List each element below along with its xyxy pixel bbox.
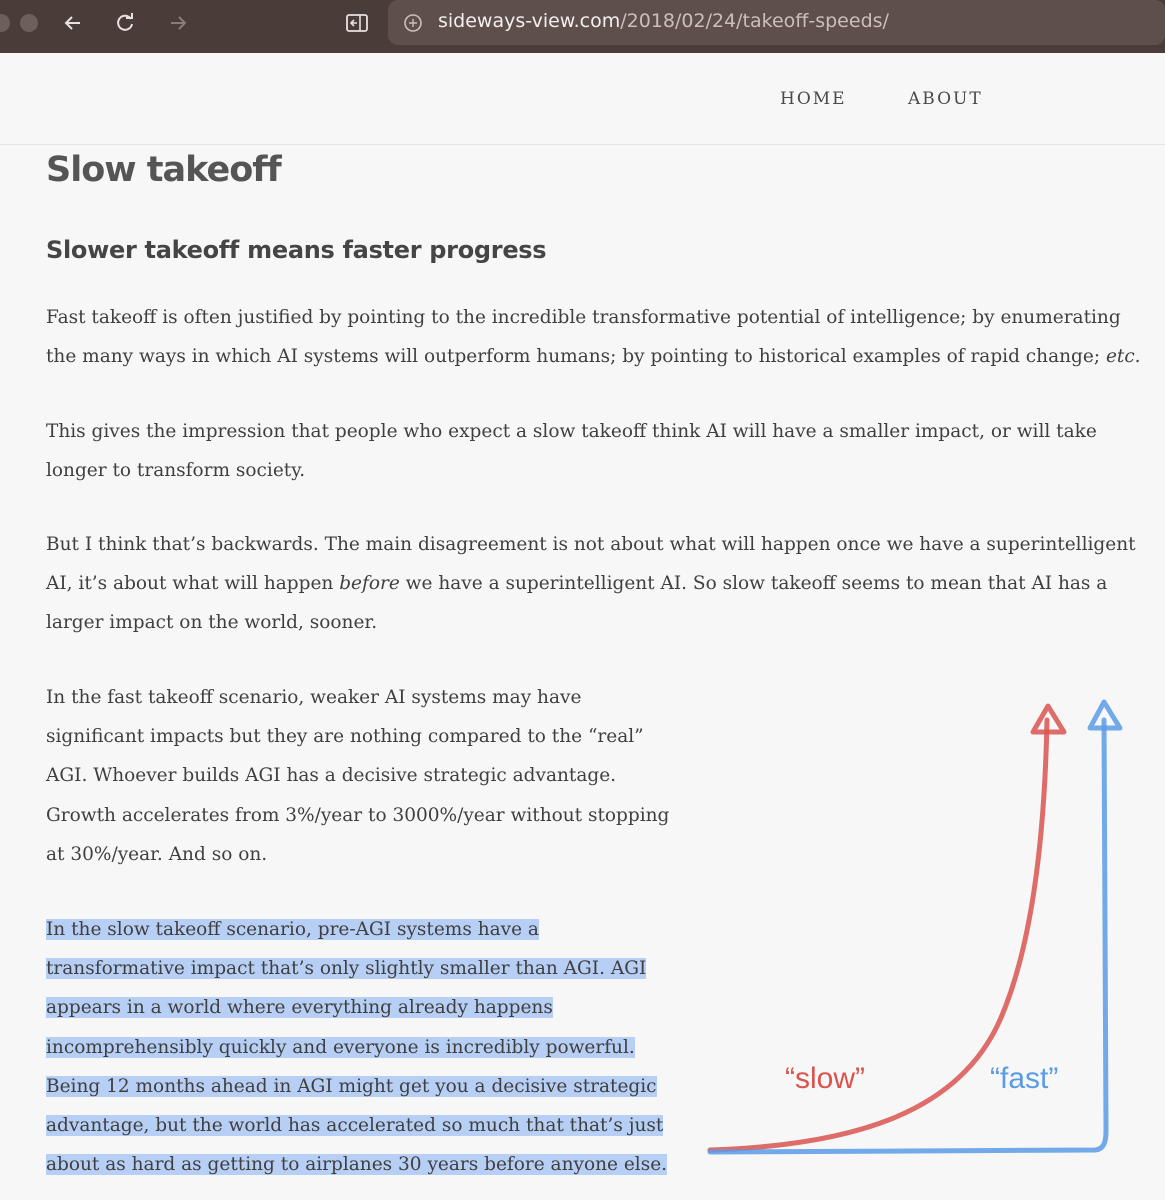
paragraph-line bbox=[46, 1145, 667, 1184]
paragraph-line bbox=[46, 988, 667, 1027]
paragraph-line: Growth accelerates from 3%/year to 3000%/year without stopping bbox=[46, 804, 670, 826]
takeoff-curves-figure bbox=[700, 690, 1140, 1170]
reader-view-button[interactable] bbox=[342, 9, 372, 37]
section-title: Slow takeoff bbox=[46, 150, 281, 190]
url-host: sideways-view.com bbox=[438, 10, 621, 32]
browser-toolbar bbox=[0, 0, 1165, 53]
paragraph-emphasis: etc. bbox=[1105, 346, 1141, 368]
paragraph-text: we have a superintelligent AI. So slow takeoff seems to mean that AI has a bbox=[399, 573, 1108, 595]
paragraph-line: AGI. Whoever builds AGI has a decisive strategic advantage. bbox=[46, 765, 617, 787]
url-text[interactable] bbox=[438, 10, 889, 32]
paragraph-line bbox=[46, 1028, 667, 1067]
paragraph-line: larger impact on the world, sooner. bbox=[46, 612, 378, 634]
paragraph-emphasis: before bbox=[339, 573, 400, 595]
paragraph-line: longer to transform society. bbox=[46, 460, 306, 482]
paragraph-line bbox=[46, 337, 1141, 376]
paragraph-2 bbox=[46, 412, 1097, 490]
window-control-dot[interactable] bbox=[0, 14, 10, 32]
address-bar[interactable] bbox=[388, 0, 1165, 45]
paragraph-line bbox=[46, 564, 1136, 603]
selected-text[interactable]: transformative impact that’s only slightly smaller than AGI. AGI bbox=[46, 958, 647, 980]
paragraph-line bbox=[46, 910, 667, 949]
site-header bbox=[0, 53, 1165, 145]
section-subtitle: Slower takeoff means faster progress bbox=[46, 236, 547, 264]
paragraph-line: significant impacts but they are nothing compared to the “real” bbox=[46, 726, 644, 748]
reload-button[interactable] bbox=[110, 9, 140, 37]
arrow-left-icon bbox=[62, 12, 84, 34]
site-info-icon[interactable] bbox=[402, 12, 424, 34]
paragraph-line bbox=[46, 949, 667, 988]
reload-icon bbox=[114, 12, 136, 34]
slow-label: “slow” bbox=[785, 1062, 865, 1095]
selected-text[interactable]: about as hard as getting to airplanes 30 years before anyone else. bbox=[46, 1154, 668, 1176]
selected-text[interactable]: appears in a world where everything already happens bbox=[46, 997, 553, 1019]
selected-text[interactable]: In the slow takeoff scenario, pre-AGI systems have a bbox=[46, 919, 539, 940]
paragraph-line bbox=[46, 1106, 667, 1145]
window-control-dot[interactable] bbox=[20, 14, 38, 32]
paragraph-text: AI, it’s about what will happen bbox=[46, 573, 340, 595]
paragraph-text: the many ways in which AI systems will outperform humans; by pointing to historical examples of rapid change; bbox=[46, 346, 1106, 368]
reader-view-icon bbox=[345, 12, 369, 34]
url-path: /2018/02/24/takeoff-speeds/ bbox=[620, 10, 889, 32]
paragraph-line: at 30%/year. And so on. bbox=[46, 843, 268, 865]
paragraph-1 bbox=[46, 298, 1141, 376]
back-button[interactable] bbox=[58, 9, 88, 37]
paragraph-line bbox=[46, 1067, 667, 1106]
arrow-right-icon bbox=[167, 12, 189, 34]
paragraph-line: In the fast takeoff scenario, weaker AI systems may have bbox=[46, 687, 582, 708]
paragraph-4 bbox=[46, 678, 669, 874]
selected-text[interactable]: advantage, but the world has accelerated so much that that’s just bbox=[46, 1115, 664, 1137]
paragraph-line: This gives the impression that people who expect a slow takeoff think AI will have a smaller impact, or will take bbox=[46, 421, 1097, 442]
paragraph-3 bbox=[46, 525, 1136, 643]
nav-about-link[interactable]: ABOUT bbox=[908, 89, 983, 109]
forward-button[interactable] bbox=[163, 9, 193, 37]
selected-text[interactable]: incomprehensibly quickly and everyone is incredibly powerful. bbox=[46, 1036, 635, 1058]
paragraph-line: Fast takeoff is often justified by pointing to the incredible transformative potential of intelligence; by enumerating bbox=[46, 307, 1121, 328]
nav-home-link[interactable]: HOME bbox=[780, 89, 847, 109]
paragraph-5-selected bbox=[46, 910, 667, 1184]
fast-label: “fast” bbox=[990, 1062, 1059, 1095]
selected-text[interactable]: Being 12 months ahead in AGI might get you a decisive strategic bbox=[46, 1075, 657, 1097]
paragraph-line: But I think that’s backwards. The main disagreement is not about what will happen once we have a superintelligent bbox=[46, 534, 1136, 555]
